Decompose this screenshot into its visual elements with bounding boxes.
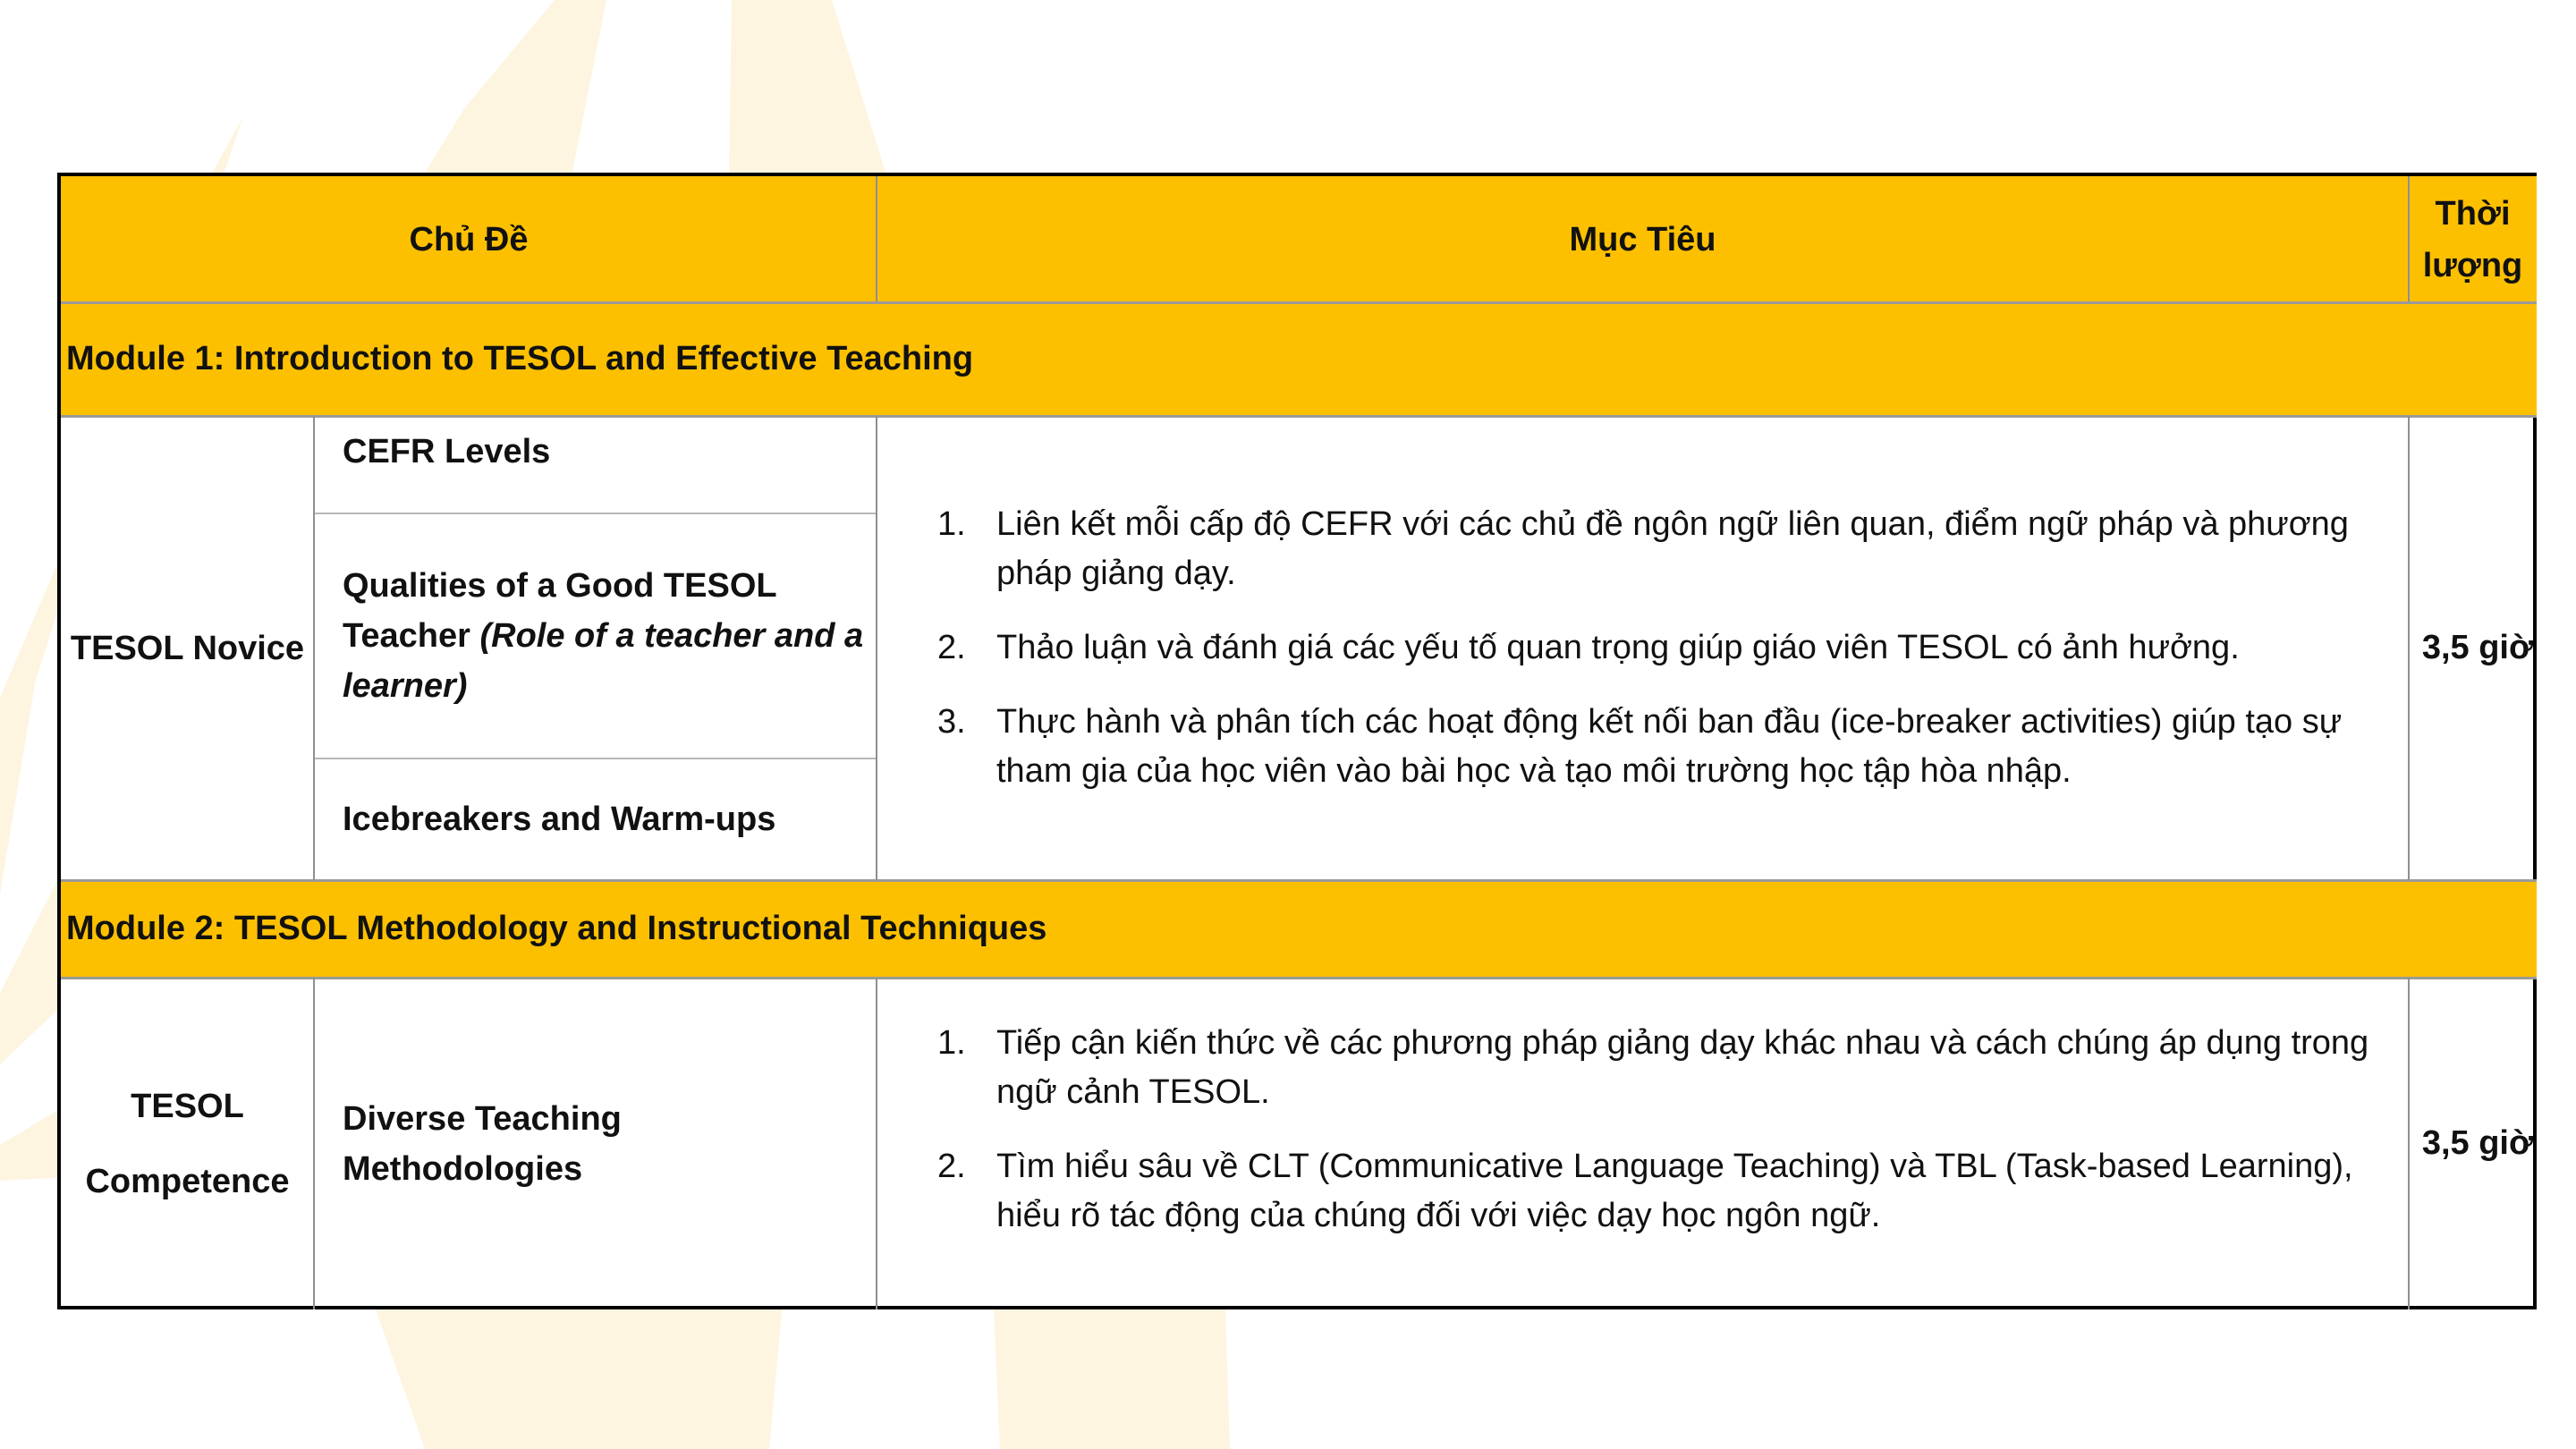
divider <box>876 416 877 880</box>
divider <box>876 176 877 301</box>
header-objectives <box>877 176 2409 302</box>
module-1-duration <box>2409 416 2537 880</box>
header-duration-label: Thời lượng <box>2422 194 2523 284</box>
divider <box>313 416 315 880</box>
objective-item: 2. Tìm hiểu sâu về CLT (Communicative Language Teaching) và TBL (Task-based Learning), hiểu rõ tác động của chúng đối với việc dạy học ngôn ngữ. <box>937 1148 2353 1234</box>
topic-diverse-methodologies <box>314 978 877 1309</box>
header-duration <box>2409 176 2537 302</box>
module-2-duration-value: 3,5 giờ <box>2421 1124 2533 1162</box>
objective-item: 1. Liên kết mỗi cấp độ CEFR với các chủ đề ngôn ngữ liên quan, điểm ngữ pháp và phương pháp giảng dạy. <box>937 505 2349 592</box>
divider <box>61 977 2537 979</box>
header-topic-label: Chủ Đề <box>409 220 529 258</box>
topic-qualities-teacher-label: Qualities of a Good TESOL Teacher (Role of a teacher and a learner) <box>343 567 864 705</box>
objective-item: 2. Thảo luận và đánh giá các yếu tố quan trọng giúp giáo viên TESOL có ảnh hưởng. <box>937 629 2240 666</box>
divider <box>314 513 877 514</box>
topic-icebreakers <box>314 758 877 880</box>
divider <box>61 415 2537 418</box>
divider <box>61 301 2537 304</box>
curriculum-table <box>57 173 2537 1309</box>
module-2-objective-list <box>937 1019 2405 1241</box>
module-2-title: Module 2: TESOL Methodology and Instructional Techniques <box>66 910 1047 947</box>
header-objectives-label: Mục Tiêu <box>1569 220 1716 258</box>
divider <box>61 879 2537 882</box>
module-1-objective-list <box>937 500 2405 796</box>
module-2-level <box>61 978 314 1309</box>
module-2-level-line2: Competence <box>85 1162 290 1200</box>
module-2-header <box>61 880 2537 978</box>
divider <box>314 758 877 759</box>
bg-stripe-lower-right <box>994 1309 1230 1449</box>
header-topic <box>61 176 877 302</box>
module-1-level <box>61 416 314 880</box>
divider <box>2408 978 2410 1309</box>
module-1-title: Module 1: Introduction to TESOL and Effective Teaching <box>66 340 974 377</box>
module-1-level-label: TESOL Novice <box>70 629 305 667</box>
topic-icebreakers-label: Icebreakers and Warm-ups <box>343 801 776 838</box>
topic-cefr-levels <box>314 416 877 513</box>
module-1-header <box>61 302 2537 416</box>
module-2-objectives <box>877 978 2409 1309</box>
divider <box>2408 416 2410 880</box>
objective-item: 3. Thực hành và phân tích các hoạt động kết nối ban đầu (ice-breaker activities) giúp tạo sự tham gia của học viên vào bài học và tạo môi trường học tập hòa nhập. <box>937 703 2343 790</box>
module-2-level-line1: TESOL <box>131 1087 244 1125</box>
topic-qualities-teacher <box>314 513 877 758</box>
module-1-objectives <box>877 416 2409 880</box>
divider <box>313 978 315 1309</box>
topic-cefr-levels-label: CEFR Levels <box>343 433 551 470</box>
module-1-duration-value: 3,5 giờ <box>2421 629 2533 666</box>
topic-qualities-italic: (Role of a teacher and a learner) <box>343 617 864 705</box>
divider <box>876 978 877 1309</box>
module-2-duration <box>2409 978 2537 1309</box>
topic-diverse-methodologies-label: Diverse Teaching Methodologies <box>343 1099 622 1188</box>
divider <box>2408 176 2410 301</box>
objective-item: 1. Tiếp cận kiến thức về các phương pháp giảng dạy khác nhau và cách chúng áp dụng trong ngữ cảnh TESOL. <box>937 1024 2369 1111</box>
